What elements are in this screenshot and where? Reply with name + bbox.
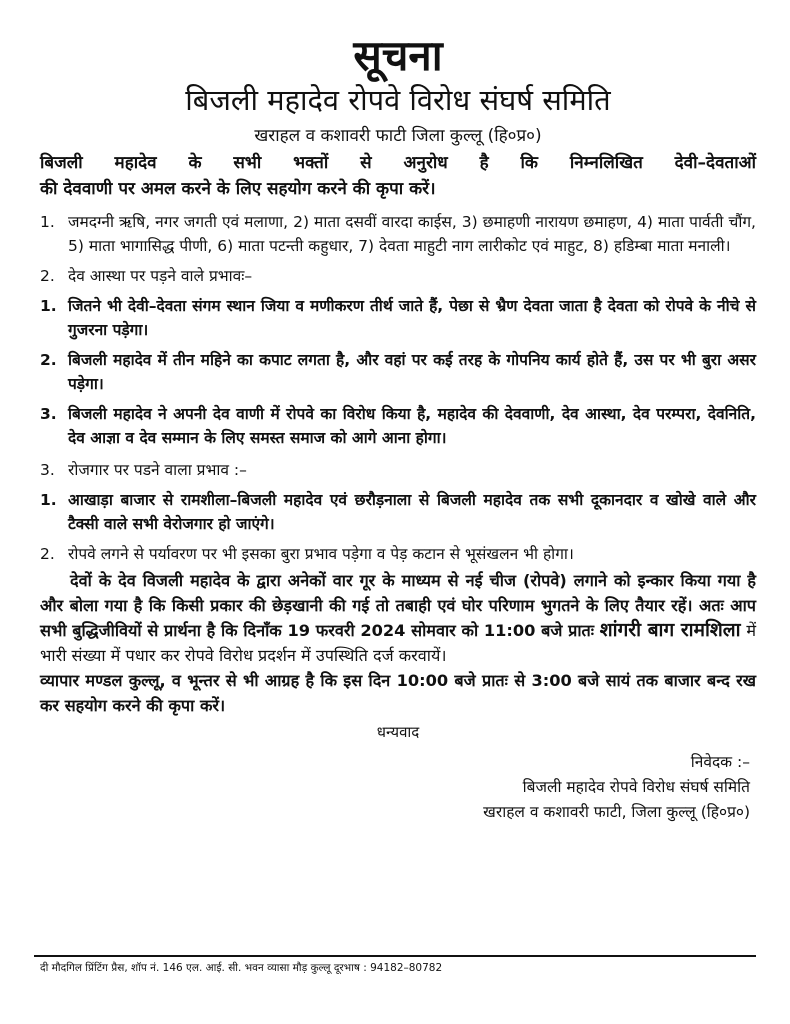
item-number: 2. [40,545,55,563]
faith-impact-text: बिजली महादेव ने अपनी देव वाणी में रोपवे का विरोध किया है, महादेव की देववाणी, देव आस्था, देव परम्परा, देवनिति, देव आज्ञा व देव सम्मान के लिए समस्त समाज को आगे आना होगा। [68,405,756,447]
appeal-text [40,150,756,202]
deity-list-item [40,210,756,258]
employment-impact-item [40,542,756,566]
protest-venue: शांगरी बाग रामशिला [599,619,741,641]
employment-impact-text: आखाड़ा बाजार से रामशीला–बिजली महादेव एवं छरौड़नाला से बिजली महादेव तक सभी दूकानदार व खोखे वाले और टैक्सी वाले सभी वेरोजगार हो जाएंगे। [68,491,756,533]
deity-list-text: जमदग्नी ऋषि, नगर जगती एवं मलाणा, 2) माता दसवीं वारदा काईस, 3) छमाहणी नारायण छमाहण, 4) माता पार्वती चौंग, 5) माता भागासिद्ध पीणी, 6) माता पटन्ती कहुधार, 7) देवता माहुटी नाग लारीकोट एवं माहुट, 8) हडिम्बा माता मनाली। [68,213,756,255]
faith-impact-text: जितने भी देवी–देवता संगम स्थान जिया व मणीकरण तीर्थ जाते हैं, पेछा से भ्रैण देवता जाता है देवता को रोपवे के नीचे से गुजरना पड़ेगा। [68,297,756,339]
section-heading-text: देव आस्था पर पड़ने वाले प्रभावः– [68,267,253,285]
item-number: 2. [40,351,57,369]
closing-text-part-2: में भारी संख्या में पधार कर रोपवे विरोध प्रदर्शन में उपस्थिति दर्ज करवायें। [40,621,757,665]
market-appeal-text: व्यापार मण्डल कुल्लू, व भून्तर से भी आग्रह है कि इस दिन 10:00 बजे प्रातः से 3:00 बजे सायं तक बाजार बन्द रख कर सहयोग करने की कृपा करें। [40,671,756,715]
notice-title: सूचना [353,31,443,80]
employment-impact-text: रोपवे लगने से पर्यावरण पर भी इसका बुरा प्रभाव पड़ेगा व पेड़ कटान से भूसंखलन भी होगा। [68,545,574,563]
signature-place: खराहल व कशावरी फाटी, जिला कुल्लू (हि०प्र०) [483,803,750,821]
section-heading-employment [40,458,756,482]
closing-text-part-1: देवों के देव विजली महादेव के द्वारा अनेकों वार गूर के माध्यम से नई चीज (रोपवे) लगाने को इन्कार किया गया है और बोला गया है कि किसी प्रकार की छेड़खानी की गई तो तबाही एवं घोर परिणाम भुगतने के लिए तैयार रहें। अतः आप सभी बुद्धिजीवियों से प्रार्थना है कि दिनाँक 19 फरवरी 2024 सोमवार को 11:00 बजे प्रातः [40,571,756,640]
signature-org: बिजली महादेव रोपवे विरोध संघर्ष समिति [522,778,750,796]
printer-footer: दी मौदगिल प्रिंटिंग प्रैस, शॉप नं. 146 एल. आई. सी. भवन व्यासा मौड़ कुल्लू दूरभाष : 94182–80782 [40,962,443,974]
section-heading-faith [40,264,756,288]
organization-name: बिजली महादेव रोपवे विरोध संघर्ष समिति [185,83,611,117]
appeal-line-2: की देववाणी पर अमल करने के लिए सहयोग करने की कृपा करें। [40,179,436,199]
section-number: 2. [40,267,55,285]
thanks-text: धन्यवाद [376,723,420,741]
organization-place: खराहल व कशावरी फाटी जिला कुल्लू (हि०प्र०) [254,126,542,146]
employment-impact-item [40,488,756,536]
market-appeal-paragraph [40,668,756,718]
closing-paragraph [40,568,756,668]
signature-label: निवेदक :– [690,753,750,771]
faith-impact-item [40,294,756,342]
section-number: 3. [40,461,55,479]
item-number: 1. [40,213,55,231]
faith-impact-item [40,402,756,450]
faith-impact-item [40,348,756,396]
appeal-line-1: बिजली महादेव के सभी भक्तों से अनुरोध है कि निम्नलिखित देवी–देवताओं [40,153,756,173]
footer-divider [34,955,756,957]
item-number: 1. [40,491,57,509]
item-number: 3. [40,405,57,423]
item-number: 1. [40,297,57,315]
section-heading-text: रोजगार पर पडने वाला प्रभाव :– [68,461,247,479]
faith-impact-text: बिजली महादेव में तीन महिने का कपाट लगता है, और वहां पर कई तरह के गोपनिय कार्य होते हैं, उस पर भी बुरा असर पड़ेगा। [68,351,756,393]
